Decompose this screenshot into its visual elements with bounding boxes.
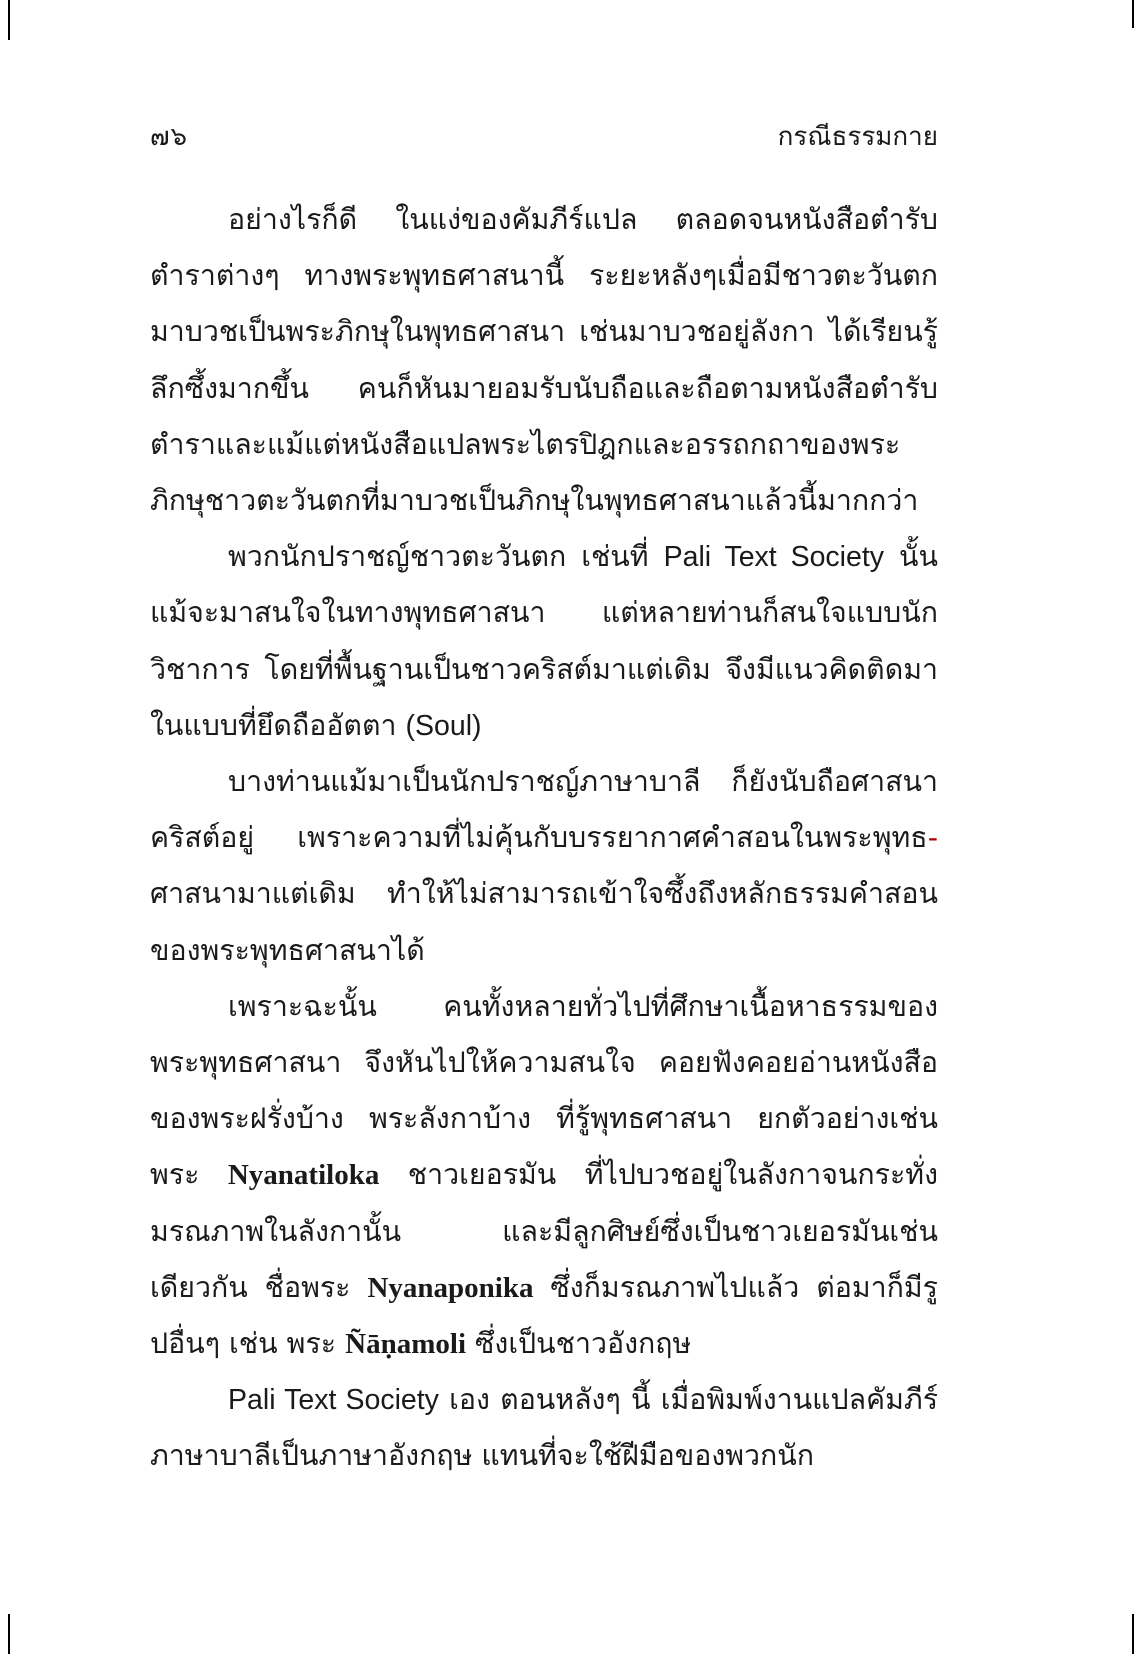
paragraph-4-text-3: ซึ่งก็มรณภาพไปแล้ว ต่อมาก็มีรูปอื่นๆ เช่น พระ bbox=[150, 1270, 938, 1361]
paragraph-2-text-1: พวกนักปราชญ์ชาวตะวันตก เช่นที่ bbox=[228, 540, 664, 574]
line-break-hyphen: - bbox=[927, 821, 938, 855]
paragraph-2-text-3: นั้น แม้จะมาสนใจในทางพุทธศาสนา แต่หลายท่านก็สนใจแบบนักวิชาการ โดยที่พื้นฐานเป็นชาวคริสต์มาแต่เดิม จึงมีแนวคิดติดมาในแบบที่ยึดถืออัตตา bbox=[150, 540, 938, 742]
paragraph-3-text-1: บางท่านแม้มาเป็นนักปราชญ์ภาษาบาลี ก็ยังนับถือศาสนาคริสต์อยู่ เพราะความที่ไม่คุ้นกับบรรยากาศคำสอนในพระพุทธ bbox=[150, 765, 938, 855]
body-text bbox=[150, 192, 938, 1485]
name-nanamoli: Ñāṇamoli bbox=[345, 1328, 466, 1361]
paragraph-5-text-2: เอง ตอนหลังๆ นี้ เมื่อพิมพ์งานแปลคัมภีร์ภาษาบาลีเป็นภาษาอังกฤษ แทนที่จะใช้ฝีมือของพวกนัก bbox=[150, 1383, 938, 1473]
paragraph-5 bbox=[150, 1372, 938, 1484]
page-number: ๗๖ bbox=[150, 122, 189, 152]
pali-text-society-name-2: Pali Text Society bbox=[228, 1384, 439, 1417]
crop-mark-top-left bbox=[8, 0, 10, 40]
name-nyanaponika: Nyanaponika bbox=[367, 1271, 534, 1304]
paragraph-1-text: อย่างไรก็ดี ในแง่ของคัมภีร์แปล ตลอดจนหนังสือตำรับตำราต่างๆ ทางพระพุทธศาสนานี้ ระยะหลังๆเมื่อมีชาวตะวันตกมาบวชเป็นพระภิกษุในพุทธศาสนา เช่นมาบวชอยู่ลังกา ได้เรียนรู้ลึกซึ้งมากขึ้น คนก็หันมายอมรับนับถือและถือตามหนังสือตำรับตำราและแม้แต่หนังสือแปลพระไตรปิฎกและอรรถกถาของพระภิกษุชาวตะวันตกที่มาบวชเป็นภิกษุในพุทธศาสนาแล้วนี้มากกว่า bbox=[150, 203, 938, 518]
pali-text-society-name: Pali Text Society bbox=[663, 541, 885, 574]
book-title: กรณีธรรมกาย bbox=[777, 122, 938, 152]
paragraph-3 bbox=[150, 754, 938, 979]
paragraph-4 bbox=[150, 979, 938, 1372]
paragraph-3-text-2: ศาสนามาแต่เดิม ทำให้ไม่สามารถเข้าใจซึ้งถึงหลักธรรมคำสอนของพระพุทธศาสนาได้ bbox=[150, 877, 938, 967]
running-head bbox=[150, 116, 938, 156]
paragraph-4-text-2: ชาวเยอรมัน ที่ไปบวชอยู่ในลังกาจนกระทั่งมรณภาพในลังกานั้น และมีลูกศิษย์ซึ่งเป็นชาวเยอรมันเช่นเดียวกัน ชื่อพระ bbox=[150, 1158, 938, 1304]
crop-mark-bottom-left bbox=[8, 1614, 10, 1654]
name-nyanatiloka: Nyanatiloka bbox=[227, 1159, 380, 1192]
paragraph-4-text-4: ซึ่งเป็นชาวอังกฤษ bbox=[466, 1327, 692, 1361]
crop-mark-bottom-right bbox=[1132, 1614, 1134, 1654]
crop-mark-top-right bbox=[1132, 0, 1134, 28]
soul-term: (Soul) bbox=[405, 709, 482, 742]
paragraph-1 bbox=[150, 192, 938, 529]
paragraph-2 bbox=[150, 529, 938, 754]
paragraph-4-text-1: เพราะฉะนั้น คนทั้งหลายทั่วไปที่ศึกษาเนื้อหาธรรมของพระพุทธศาสนา จึงหันไปให้ความสนใจ คอยฟังคอยอ่านหนังสือของพระฝรั่งบ้าง พระลังกาบ้าง ที่รู้พุทธศาสนา ยกตัวอย่างเช่น พระ bbox=[150, 989, 938, 1192]
